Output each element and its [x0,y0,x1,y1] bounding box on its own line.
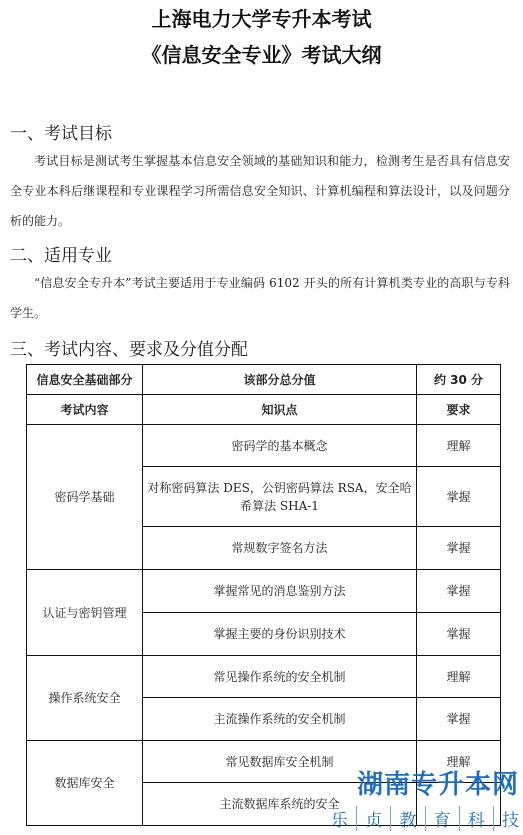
watermark-brand: 湖南专升本网 [356,770,519,800]
watermark-tag: 科 [459,806,485,831]
syllabus-table [26,364,501,826]
table-row [27,425,501,467]
column-content: 考试内容 [27,395,143,425]
table-row [27,570,501,613]
requirement-cell: 掌握 [417,570,501,613]
group-name-cell: 认证与密钥管理 [27,570,143,656]
knowledge-cell: 常见数据库安全机制 [143,741,417,783]
score-label-cell: 该部分总分值 [143,365,417,395]
knowledge-cell: 对称密码算法 DES，公钥密码算法 RSA，安全哈希算法 SHA-1 [143,467,417,527]
group-name-cell: 数据库安全 [27,741,143,826]
requirement-cell: 掌握 [417,527,501,570]
watermark-tag: 教 [390,806,416,831]
knowledge-cell: 常见操作系统的安全机制 [143,656,417,698]
score-value-cell: 约 30 分 [417,365,501,395]
section-heading-goal: 一、考试目标 [10,124,112,144]
group-name-cell: 操作系统安全 [27,656,143,741]
watermark-tag: 育 [425,806,451,831]
requirement-cell: 理解 [417,741,501,783]
document-title-line1: 上海电力大学专升本考试 [151,7,372,31]
section-heading-content: 三、考试内容、要求及分值分配 [10,340,248,360]
requirement-cell: 理解 [417,656,501,698]
watermark-tag: 技 [493,806,519,831]
section-heading-majors: 二、适用专业 [10,246,112,266]
group-name-cell: 密码学基础 [27,425,143,570]
requirement-cell: 掌握 [417,613,501,656]
requirement-cell: 掌握 [417,698,501,741]
table-column-row [27,395,501,425]
knowledge-cell: 主流操作系统的安全机制 [143,698,417,741]
section-body-majors: “信息安全专升本”考试主要适用于专业编码 6102 开头的所有计算机类专业的高职与专科学生。 [10,276,510,320]
watermark-tags [331,806,519,831]
table-row [27,656,501,698]
section-body-goal: 考试目标是测试考生掌握基本信息安全领域的基础知识和能力，检测考生是否具有信息安全专业本科后继课程和专业课程学习所需信息安全知识、计算机编程和算法设计，以及问题分析的能力。 [10,154,510,228]
knowledge-cell: 常规数字签名方法 [143,527,417,570]
watermark-tag: 贞 [356,806,382,831]
column-requirement: 要求 [417,395,501,425]
knowledge-cell: 掌握常见的消息鉴别方法 [143,570,417,613]
watermark-tag: 乐 [331,811,348,831]
table-header-row [27,365,501,395]
column-knowledge: 知识点 [143,395,417,425]
part-name-cell: 信息安全基础部分 [27,365,143,395]
requirement-cell: 掌握 [417,467,501,527]
knowledge-cell: 密码学的基本概念 [143,425,417,467]
requirement-cell: 理解 [417,425,501,467]
knowledge-cell: 掌握主要的身份识别技术 [143,613,417,656]
document-title-line2: 《信息安全专业》考试大纲 [141,43,382,67]
knowledge-cell: 主流数据库系统的安全 [143,783,417,826]
